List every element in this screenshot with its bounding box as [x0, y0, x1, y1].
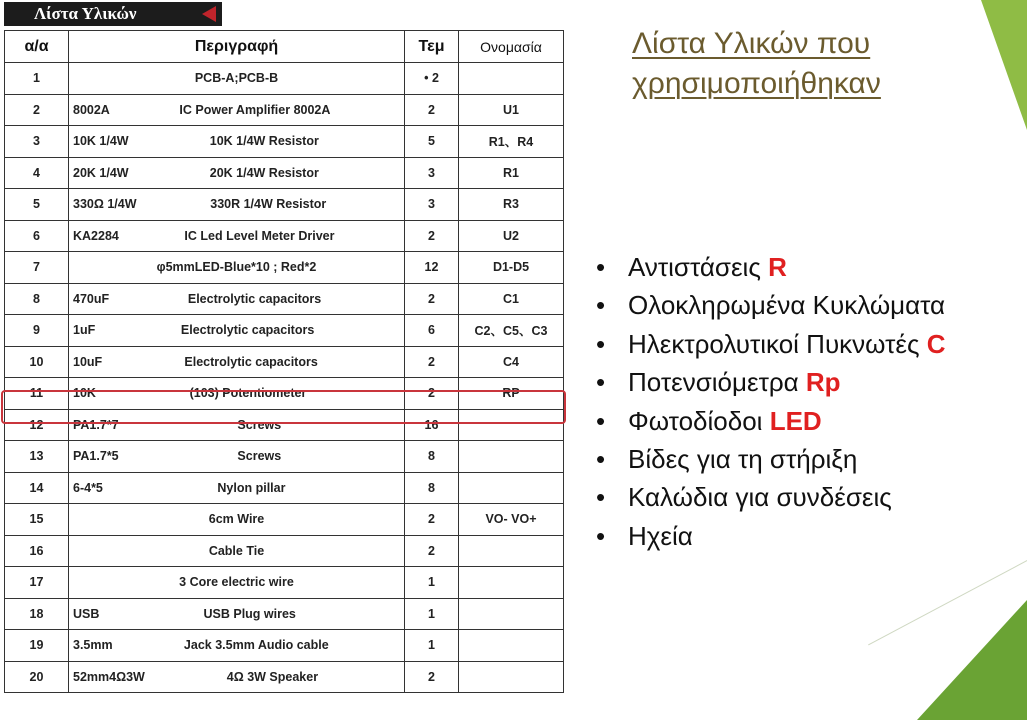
table-header-row [5, 31, 564, 63]
cell-description [69, 630, 405, 662]
cell-no: 18 [5, 598, 69, 630]
table-row [5, 94, 564, 126]
part-code: PA1.7*7 [73, 417, 119, 432]
cell-description [69, 567, 405, 599]
part-description: Electrolytic capacitors [180, 323, 315, 338]
cell-description [69, 346, 405, 378]
list-item [596, 248, 946, 286]
cell-no: 4 [5, 157, 69, 189]
cell-designation: R1 [459, 157, 564, 189]
cell-description [69, 157, 405, 189]
table-row [5, 630, 564, 662]
part-description: Nylon pillar [217, 480, 286, 495]
cell-description [69, 126, 405, 158]
cell-no: 15 [5, 504, 69, 536]
cell-qty: 2 [405, 220, 459, 252]
cell-qty: 2 [405, 661, 459, 693]
part-description: 20K 1/4W Resistor [209, 165, 319, 180]
table-row [5, 535, 564, 567]
part-description: USB Plug wires [203, 606, 296, 621]
cell-no: 20 [5, 661, 69, 693]
cell-no: 5 [5, 189, 69, 221]
cell-no: 6 [5, 220, 69, 252]
table-body [5, 63, 564, 693]
part-description: Electrolytic capacitors [184, 354, 318, 369]
cell-designation: D1-D5 [459, 252, 564, 284]
table-row [5, 283, 564, 315]
table-row [5, 472, 564, 504]
cell-description [69, 535, 405, 567]
part-description: IC Led Level Meter Driver [184, 228, 335, 243]
list-item [596, 402, 946, 440]
cell-no: 1 [5, 63, 69, 95]
page-title [632, 24, 1012, 104]
cell-description [69, 252, 405, 284]
cell-designation [459, 63, 564, 95]
cell-designation [459, 598, 564, 630]
part-code: 10K [73, 386, 96, 401]
cell-description [69, 598, 405, 630]
table-row [5, 189, 564, 221]
list-item [596, 363, 946, 401]
table-row [5, 598, 564, 630]
list-item [596, 440, 946, 478]
part-code: 8002A [73, 102, 110, 117]
cell-no: 12 [5, 409, 69, 441]
part-description: Screws [237, 449, 282, 464]
part-description: (103) Potentiometer [189, 386, 307, 401]
cell-description [69, 63, 405, 95]
part-description: IC Power Amplifier 8002A [179, 102, 331, 117]
cell-designation [459, 630, 564, 662]
cell-qty: 1 [405, 598, 459, 630]
part-code: 3.5mm [73, 638, 113, 653]
cell-no: 19 [5, 630, 69, 662]
page-title-line2: χρησιμοποιήθηκαν [632, 67, 881, 100]
part-description: Screws [237, 417, 282, 432]
part-code: 52mm4Ω3W [73, 669, 145, 684]
list-item-symbol: Rp [805, 367, 841, 398]
part-code: PA1.7*5 [73, 449, 119, 464]
cell-designation: U2 [459, 220, 564, 252]
cell-qty: 1 [405, 630, 459, 662]
part-description: PCB-A;PCB-B [194, 71, 279, 86]
cell-designation [459, 661, 564, 693]
cell-designation [459, 567, 564, 599]
cell-qty: 1 [405, 567, 459, 599]
header-designation: Ονομασία [459, 31, 564, 63]
list-item-symbol: C [926, 328, 946, 359]
cell-designation [459, 472, 564, 504]
list-item-text: Ηλεκτρολυτικοί Πυκνωτές [628, 328, 927, 359]
part-description: φ5mmLED-Blue*10 ; Red*2 [156, 260, 317, 275]
table-row [5, 63, 564, 95]
list-item-text: Ολοκληρωμένα Κυκλώματα [628, 290, 946, 321]
part-code: 330Ω 1/4W [73, 197, 137, 212]
part-description: 4Ω 3W Speaker [226, 669, 319, 684]
cell-designation: U1 [459, 94, 564, 126]
cell-designation: C2、C5、C3 [459, 315, 564, 347]
table-row [5, 126, 564, 158]
cell-no: 3 [5, 126, 69, 158]
cell-qty: 2 [405, 94, 459, 126]
materials-tag [4, 2, 222, 26]
cell-designation [459, 441, 564, 473]
arrow-left-icon [202, 6, 216, 22]
cell-qty: 2 [405, 283, 459, 315]
cell-qty: 12 [405, 252, 459, 284]
cell-qty: 8 [405, 441, 459, 473]
list-item-text: Καλώδια για συνδέσεις [628, 482, 892, 513]
materials-table [4, 30, 564, 693]
list-item-symbol: R [768, 252, 787, 282]
cell-designation: VO- VO+ [459, 504, 564, 536]
part-code: 6-4*5 [73, 480, 103, 495]
part-description: 3 Core electric wire [179, 575, 294, 590]
part-description: 6cm Wire [208, 512, 265, 527]
cell-qty: 8 [405, 472, 459, 504]
materials-tag-label: Λίστα Υλικών [34, 4, 137, 23]
cell-qty: 2 [405, 504, 459, 536]
list-item [596, 478, 946, 516]
part-code: KA2284 [73, 228, 119, 243]
cell-description [69, 283, 405, 315]
part-description: Electrolytic capacitors [187, 291, 322, 306]
part-description: Cable Tie [208, 543, 265, 558]
cell-no: 16 [5, 535, 69, 567]
cell-description [69, 189, 405, 221]
cell-qty: 16 [405, 409, 459, 441]
cell-no: 2 [5, 94, 69, 126]
list-item-symbol: LED [769, 405, 822, 436]
header-qty: Τεμ [405, 31, 459, 63]
list-item-text: Ηχεία [628, 520, 693, 551]
cell-designation: C4 [459, 346, 564, 378]
list-item-text: Αντιστάσεις [628, 252, 769, 282]
cell-qty: 3 [405, 157, 459, 189]
list-item [596, 286, 946, 324]
cell-no: 17 [5, 567, 69, 599]
list-item [596, 325, 946, 363]
cell-designation: C1 [459, 283, 564, 315]
list-item-text: Ποτενσιόμετρα [628, 367, 806, 398]
part-code: 1uF [73, 323, 96, 338]
cell-no: 7 [5, 252, 69, 284]
cell-designation: R3 [459, 189, 564, 221]
page-title-line1: Λίστα Υλικών που [632, 27, 871, 60]
cell-no: 14 [5, 472, 69, 504]
part-code: 10K 1/4W [73, 134, 129, 149]
cell-qty: 2 [405, 346, 459, 378]
table-row [5, 567, 564, 599]
cell-description [69, 220, 405, 252]
part-code: 470uF [73, 291, 110, 306]
cell-description [69, 472, 405, 504]
cell-qty: 5 [405, 126, 459, 158]
cell-no: 11 [5, 378, 69, 410]
cell-designation: RP [459, 378, 564, 410]
cell-qty: 6 [405, 315, 459, 347]
cell-description [69, 661, 405, 693]
decorative-corner-bottom [917, 600, 1027, 720]
list-item-text: Βίδες για τη στήριξη [628, 444, 858, 475]
cell-description [69, 94, 405, 126]
table-row [5, 220, 564, 252]
cell-qty: • 2 [405, 63, 459, 95]
part-description: Jack 3.5mm Audio cable [183, 638, 329, 653]
list-item [596, 517, 946, 555]
part-code: USB [73, 606, 100, 621]
highlight-box-row-11 [1, 390, 566, 424]
cell-no: 9 [5, 315, 69, 347]
table-row [5, 346, 564, 378]
part-code: 20K 1/4W [73, 165, 129, 180]
table-row [5, 441, 564, 473]
cell-no: 13 [5, 441, 69, 473]
header-no: α/α [5, 31, 69, 63]
cell-designation: R1、R4 [459, 126, 564, 158]
component-list [596, 248, 946, 555]
table-row [5, 504, 564, 536]
cell-qty: 2 [405, 535, 459, 567]
table-row [5, 315, 564, 347]
header-description: Περιγραφή [69, 31, 405, 63]
cell-description [69, 315, 405, 347]
cell-no: 8 [5, 283, 69, 315]
list-item-text: Φωτοδίοδοι [628, 405, 770, 436]
cell-designation [459, 535, 564, 567]
cell-no: 10 [5, 346, 69, 378]
table-row [5, 157, 564, 189]
table-row [5, 661, 564, 693]
table-row [5, 252, 564, 284]
part-description: 10K 1/4W Resistor [209, 134, 319, 149]
cell-description [69, 441, 405, 473]
cell-qty: 3 [405, 189, 459, 221]
part-code: 10uF [73, 354, 103, 369]
cell-qty: 2 [405, 378, 459, 410]
cell-description [69, 504, 405, 536]
part-description: 330R 1/4W Resistor [210, 197, 327, 212]
